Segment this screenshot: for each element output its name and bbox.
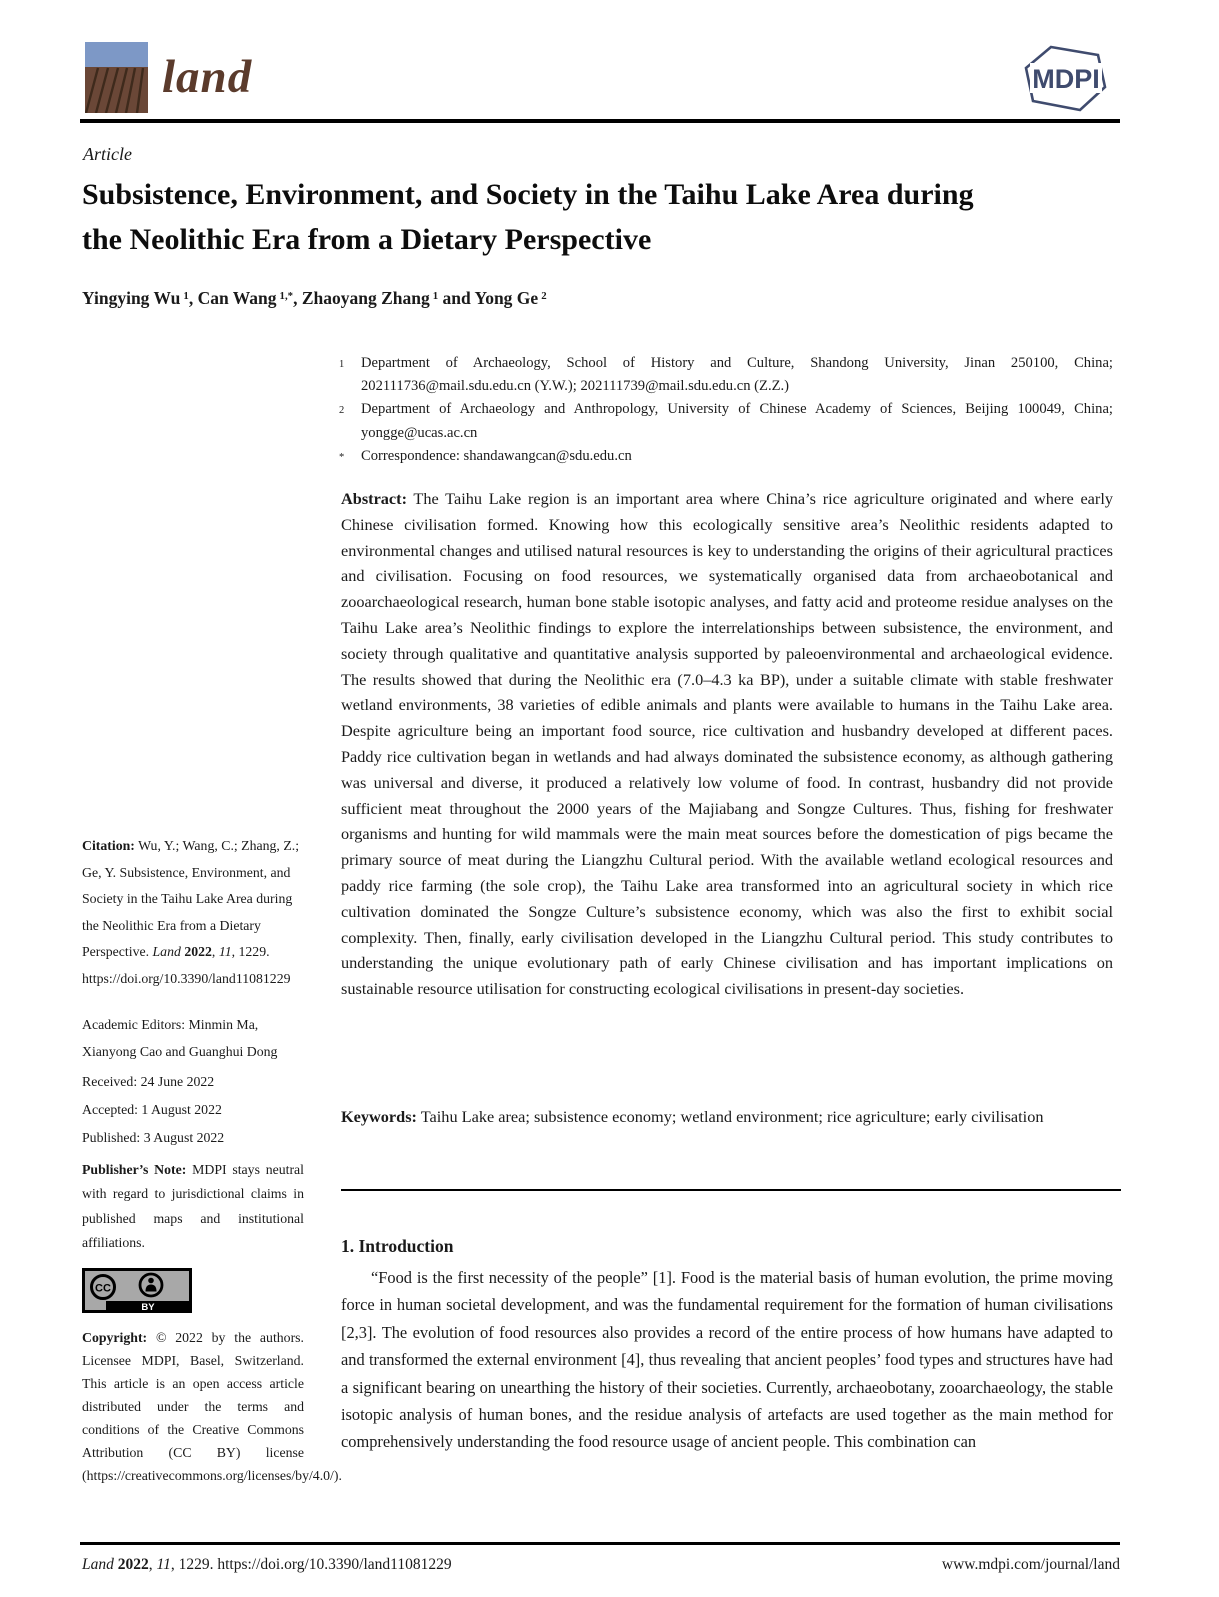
affiliation-item bbox=[339, 352, 1113, 398]
author-name: Can Wang bbox=[197, 288, 277, 308]
section-heading-introduction: 1. Introduction bbox=[341, 1236, 454, 1256]
author-affil-sup: 1 bbox=[183, 290, 189, 303]
received-date: Received: 24 June 2022 bbox=[82, 1074, 215, 1089]
abstract-paragraph bbox=[341, 486, 1113, 1002]
author-affil-sup: 1 bbox=[432, 290, 439, 303]
article-dates bbox=[82, 1068, 304, 1152]
journal-logo bbox=[85, 42, 252, 113]
citation-label: Citation: bbox=[82, 838, 135, 853]
abstract-label: Abstract: bbox=[341, 489, 408, 508]
author-affil-sup: 1,* bbox=[279, 290, 294, 303]
published-date: Published: 3 August 2022 bbox=[82, 1130, 225, 1145]
section-divider bbox=[341, 1189, 1121, 1191]
footer-citation: Land 2022, 11, 1229. https://doi.org/10.3390/land11081229 bbox=[82, 1556, 452, 1573]
affiliation-text[interactable]: Department of Archaeology, School of History and Culture, Shandong University, Jinan 250100, China; 202111736@mail.sdu.edu.cn (Y.W.); 202111739@mail.sdu.edu.cn (Z.Z.) bbox=[361, 355, 1113, 395]
introduction-paragraph: “Food is the first necessity of the people” [1]. Food is the material basis of human evolution, the prime moving force in human societal development, and was the fundamental requirement for the formation of human civilisations [2,3]. The evolution of food resources also provides a record of the entire process of how humans have adapted to and transformed the external environment [4], thus revealing that ancient peoples’ food types and structures have had a significant bearing on unearthing the history of their societies. Currently, archaeobotany, zooarchaeology, the stable isotopic analysis of human bones, and the residue analysis of artefacts are used together as the main method for comprehensively understanding the food resource usage of ancient people. This combination can bbox=[341, 1268, 1113, 1452]
correspondence-email[interactable]: Correspondence: shandawangcan@sdu.edu.cn bbox=[361, 447, 632, 464]
citation-year: 2022 bbox=[184, 944, 212, 960]
mdpi-logo-text: MDPI bbox=[1032, 64, 1100, 94]
by-label: BY bbox=[141, 1302, 155, 1313]
land-logo-icon bbox=[85, 42, 148, 113]
academic-editors: Academic Editors: Minmin Ma, Xianyong Cao and Guanghui Dong bbox=[82, 1017, 278, 1059]
keywords-paragraph bbox=[341, 1104, 1113, 1130]
affiliation-marker: 1 bbox=[339, 359, 345, 370]
cc-by-license-badge[interactable] bbox=[82, 1268, 192, 1313]
citation-volume: 11 bbox=[218, 944, 232, 960]
abstract-text: The Taihu Lake region is an important area where China’s rice agriculture originated and where early Chinese civilisation formed. Knowing how this ecologically sensitive area’s Neolithic residents adapted to environmental changes and utilised natural resources is key to understanding the origins of their agricultural practices and civilisation. Focusing on food resources, we systematically organised data from archaeobotanical and zooarchaeological research, human bone stable isotopic analyses, and fatty acid and proteome residue analyses on the Taihu Lake area’s Neolithic findings to explore the interrelationships between subsistence, the environment, and society through qualitative and quantitative analysis supported by paleoenvironmental and archaeological evidence. The results showed that during the Neolithic era (7.0–4.3 ka BP), under a suitable climate with stable freshwater wetland environments, 38 varieties of edible animals and plants were available to humans in the Taihu Lake area. Despite agriculture being an important food source, rice cultivation and husbandry developed at different paces. Paddy rice cultivation began in wetlands and had always dominated the subsistence economy, as although gathering was universal and diverse, it produced a relatively low volume of food. In contrast, husbandry did not provide sufficient meat throughout the 2000 years of the Majiabang and Songze Cultures. Thus, fishing for freshwater organisms and hunting for wild mammals were the main meat sources before the domestication of pigs became the primary source of meat during the Liangzhu Cultural period. With the available wetland ecological resources and paddy rice farming (the sole crop), the Taihu Lake area transformed into an agricultural society in which rice cultivation dominated the Songze Culture’s subsistence economy, which was also the first to exhibit social complexity. Then, finally, early civilisation developed in the Liangzhu Cultural period. This study contributes to understanding the unique evolutionary path of early Chinese civilisation and has important implications on sustainable resource utilisation for constructing ecological civilisations in present-day societies. bbox=[341, 489, 1113, 999]
affiliation-item bbox=[339, 445, 1113, 468]
footer-divider bbox=[80, 1542, 1120, 1545]
footer bbox=[82, 1556, 1120, 1574]
header-divider bbox=[80, 119, 1120, 123]
copyright-text[interactable]: © 2022 by the authors. Licensee MDPI, Basel, Switzerland. This article is an open access article distributed under the terms and conditions of the Creative Commons Attribution (CC BY) license (https://creativecommons.org/licenses/by/4.0/). bbox=[82, 1330, 342, 1483]
person-icon bbox=[148, 1278, 154, 1284]
publishers-note: Publisher’s Note: MDPI stays neutral with regard to jurisdictional claims in published maps and institutional affiliations. bbox=[82, 1162, 304, 1251]
footer-journal-url[interactable]: www.mdpi.com/journal/land bbox=[941, 1556, 1120, 1573]
footer-doi-link[interactable]: , 1229. https://doi.org/10.3390/land11081229 bbox=[170, 1556, 452, 1573]
affiliation-item bbox=[339, 398, 1113, 444]
citation-block: Citation: Wu, Y.; Wang, C.; Zhang, Z.; Ge, Y. Subsistence, Environment, and Society in the Taihu Lake Area during the Neolithic Era from a Dietary Perspective. Land 2022, 11, 1229. https://doi.org/10.3390/land11081229 bbox=[82, 838, 300, 986]
affiliation-marker: * bbox=[339, 451, 345, 463]
author-name: Yong Ge bbox=[474, 288, 539, 308]
affiliations bbox=[339, 352, 1113, 468]
article-title: Subsistence, Environment, and Society in the Taihu Lake Area during the Neolithic Era from a Dietary Perspective bbox=[82, 178, 974, 256]
cc-icon: CC bbox=[95, 1282, 111, 1295]
publishers-note-label: Publisher’s Note: bbox=[82, 1162, 187, 1177]
citation-doi-link[interactable]: , 1229. https://doi.org/10.3390/land11081229 bbox=[82, 944, 291, 986]
accepted-date: Accepted: 1 August 2022 bbox=[82, 1102, 222, 1117]
article-type-label: Article bbox=[83, 144, 132, 164]
affiliation-marker: 2 bbox=[339, 405, 345, 417]
author-name: Zhaoyang Zhang bbox=[301, 288, 430, 308]
journal-logo-text: land bbox=[162, 51, 253, 103]
citation-journal: Land bbox=[152, 944, 181, 960]
author-line: Yingying Wu $^1$, Can Wang $^{1,*}$, Zhaoyang Zhang $^1$ and Yong Ge $^2$ bbox=[82, 288, 547, 308]
author-name: Yingying Wu bbox=[82, 288, 181, 308]
affiliation-text[interactable]: Department of Archaeology and Anthropology, University of Chinese Academy of Sciences, Beijing 100049, China; yongge@ucas.ac.cn bbox=[361, 401, 1113, 441]
keywords-text: Taihu Lake area; subsistence economy; wetland environment; rice agriculture; early civilisation bbox=[416, 1107, 1044, 1126]
copyright-label: Copyright: bbox=[82, 1330, 148, 1345]
mdpi-logo-icon bbox=[1023, 44, 1109, 114]
copyright-block bbox=[82, 1326, 342, 1487]
keywords-label: Keywords: bbox=[341, 1107, 417, 1126]
author-affil-sup: 2 bbox=[541, 290, 547, 303]
